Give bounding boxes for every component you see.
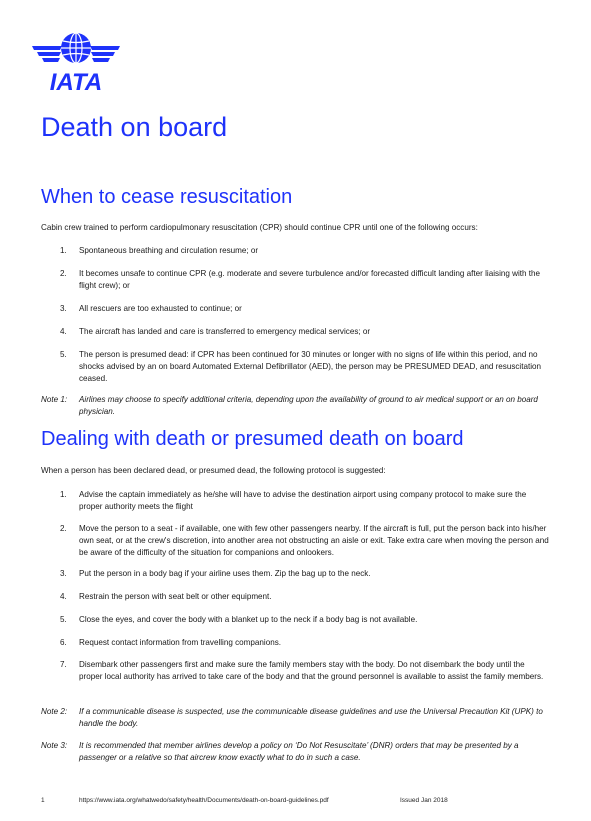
list-item-text: Advise the captain immediately as he/she will have to advise the destination airport using company protocol to make sure the proper authority meets the flight xyxy=(79,490,527,511)
list-item-text: The aircraft has landed and care is transferred to emergency medical services; or xyxy=(79,327,371,336)
list-item-number: 7. xyxy=(60,660,67,669)
issued-date: Issued Jan 2018 xyxy=(400,797,448,804)
iata-logo-text: IATA xyxy=(49,69,103,94)
section1-intro: Cabin crew trained to perform cardiopulmonary resuscitation (CPR) should continue CPR until one of the following occurs: xyxy=(41,223,478,232)
list-item-text: It becomes unsafe to continue CPR (e.g. moderate and severe turbulence and/or forecasted difficult landing after liaising with the flight crew); or xyxy=(79,269,541,290)
list-item-text: Spontaneous breathing and circulation resume; or xyxy=(79,246,259,255)
note-text: Airlines may choose to specify additional criteria, depending upon the availability of ground to air medical support or an on board physician. xyxy=(79,395,538,416)
note-label: Note 3: xyxy=(41,741,68,750)
list-item-text: The person is presumed dead: if CPR has been continued for 30 minutes or longer with no signs of life within this period, and no shocks advised by an on board Automated External Defibrillator (AED), the person may be PRESUMED DEAD, and resuscitation ceased. xyxy=(79,350,542,383)
list-item-number: 6. xyxy=(60,638,67,647)
list-item-text: Move the person to a seat - if available, one with few other passengers nearby. If the aircraft is full, put the person back into his/her own seat, or at the crew's discretion, into another area not obstructing an aisle or exit. Take extra care when moving the person and be aware of the difficulty of the situation for companions and onlookers. xyxy=(79,524,549,557)
note-label: Note 1: xyxy=(41,395,68,404)
page-number: 1 xyxy=(41,797,45,804)
list-item-text: Put the person in a body bag if your airline uses them. Zip the bag up to the neck. xyxy=(79,569,371,578)
list-item-text: Restrain the person with seat belt or other equipment. xyxy=(79,592,272,601)
list-item-text: Close the eyes, and cover the body with a blanket up to the neck if a body bag is not available. xyxy=(79,615,418,624)
list-item-number: 5. xyxy=(60,350,67,359)
section-heading-dealing-with-death: Dealing with death or presumed death on board xyxy=(41,428,464,450)
list-item-text: Disembark other passengers first and make sure the family members stay with the body. Do not disembark the body until the proper local authority has arrived to take care of the body and that the ground personnel is available to assist the family members. xyxy=(79,660,544,681)
list-item-number: 3. xyxy=(60,569,67,578)
list-item-number: 4. xyxy=(60,327,67,336)
footer-url[interactable]: https://www.iata.org/whatwedo/safety/health/Documents/death-on-board-guidelines.pdf xyxy=(79,797,329,804)
list-item-number: 2. xyxy=(60,269,67,278)
list-item-number: 1. xyxy=(60,490,67,499)
list-item-number: 5. xyxy=(60,615,67,624)
iata-logo xyxy=(30,30,122,94)
list-item-text: Request contact information from travelling companions. xyxy=(79,638,281,647)
list-item-text: All rescuers are too exhausted to continue; or xyxy=(79,304,242,313)
section-heading-cease-resuscitation: When to cease resuscitation xyxy=(41,186,293,208)
note-label: Note 2: xyxy=(41,707,68,716)
note-text: If a communicable disease is suspected, use the communicable disease guidelines and use the Universal Precaution Kit (UPK) to handle the body. xyxy=(79,707,543,728)
section2-intro: When a person has been declared dead, or presumed dead, the following protocol is suggested: xyxy=(41,466,386,475)
note-text: It is recommended that member airlines develop a policy on ‘Do Not Resuscitate’ (DNR) orders that may be presented by a passenger or a relative so that aircrew know exactly what to do in such a case. xyxy=(79,741,519,762)
list-item-number: 3. xyxy=(60,304,67,313)
list-item-number: 2. xyxy=(60,524,67,533)
list-item-number: 1. xyxy=(60,246,67,255)
page-title: Death on board xyxy=(41,112,228,142)
list-item-number: 4. xyxy=(60,592,67,601)
